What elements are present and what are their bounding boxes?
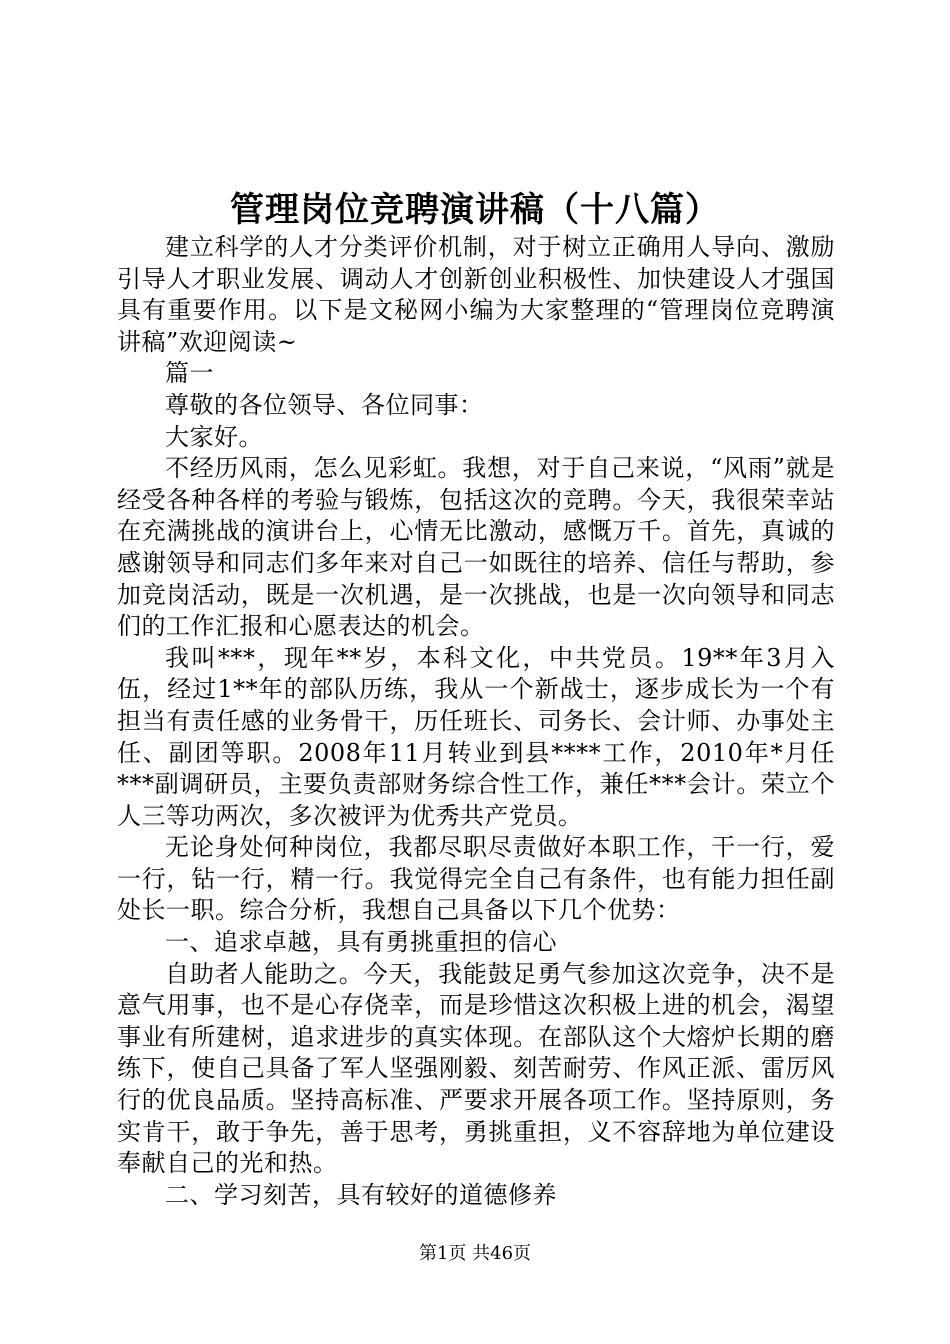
- paragraph-section-heading: 篇一: [165, 359, 214, 388]
- paragraph-opening: 不经历风雨，怎么见彩虹。我想，对于自己来说，“风雨”就是经受各种各样的考验与锻炼，包括这次的竞聘。今天，我很荣幸站在充满挑战的演讲台上，心情无比激动，感慨万千。首先，真诚的感谢领导和同志们多年来对自己一如既往的培养、信任与帮助，参加竞岗活动，既是一次机遇，是一次挑战，也是一次向领导和同志们的工作汇报和心愿表达的机会。: [117, 454, 835, 641]
- document-body: [117, 232, 835, 1211]
- paragraph-self-intro: 我叫***，现年**岁，本科文化，中共党员。19**年3月入伍，经过1**年的部队历练，我从一个新战士，逐步成长为一个有担当有责任感的业务骨干，历任班长、司务长、会计师、办事处主任、副团等职。2008年11月转业到县****工作，2010年*月任***副调研员，主要负责部财务综合性工作，兼任***会计。荣立个人三等功两次，多次被评为优秀共产党员。: [117, 643, 835, 830]
- paragraph-greeting: 大家好。: [165, 422, 263, 451]
- paragraph-advantage-1: 自助者人能助之。今天，我能鼓足勇气参加这次竞争，决不是意气用事，也不是心存侥幸，而是珍惜这次积极上进的机会，渴望事业有所建树，追求进步的真实体现。在部队这个大熔炉长期的磨练下，使自己具备了军人坚强刚毅、刻苦耐劳、作风正派、雷厉风行的优良品质。坚持高标准、严要求开展各项工作。坚持原则，务实肯干，敢于争先，善于思考，勇挑重担，义不容辞地为单位建设奉献自己的光和热。: [117, 959, 835, 1178]
- page-footer: 第1页 共46页: [418, 1243, 532, 1264]
- document-title: 管理岗位竞聘演讲稿（十八篇）: [230, 190, 720, 230]
- paragraph-heading-2: 二、学习刻苦，具有较好的道德修养: [165, 1180, 557, 1209]
- paragraph-duty: 无论身处何种岗位，我都尽职尽责做好本职工作，干一行，爱一行，钻一行，精一行。我觉得完全自己有条件，也有能力担任副处长一职。综合分析，我想自己具备以下几个优势：: [117, 833, 835, 925]
- paragraph-heading-1: 一、追求卓越，具有勇挑重担的信心: [165, 928, 557, 957]
- paragraph-salutation: 尊敬的各位领导、各位同事：: [165, 390, 484, 419]
- paragraph-intro: 建立科学的人才分类评价机制，对于树立正确用人导向、激励引导人才职业发展、调动人才创新创业积极性、加快建设人才强国具有重要作用。以下是文秘网小编为大家整理的“管理岗位竞聘演讲稿”欢迎阅读~: [117, 233, 835, 356]
